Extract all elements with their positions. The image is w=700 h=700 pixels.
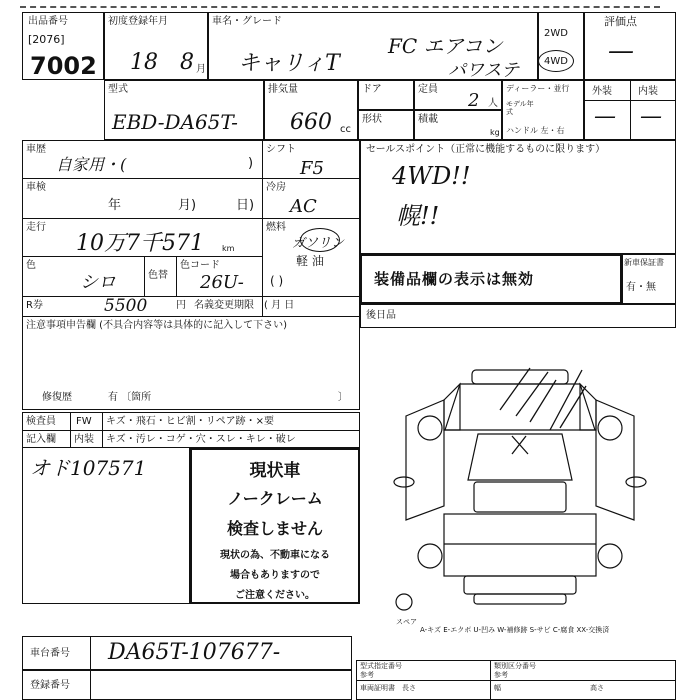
warranty-label: 新車保証書 [624, 258, 664, 267]
odometer-note: オド107571 [30, 456, 147, 480]
model-year-label: モデル年式 [506, 100, 534, 116]
length-label: 車両証明書 [360, 684, 395, 692]
repair-history-label: 修復歴 [42, 392, 72, 403]
marks-row-2: キズ・汚レ・コゲ・穴・スレ・キレ・破レ [106, 434, 296, 445]
status-line-2: ノークレーム [227, 489, 323, 508]
shift-label: シフト [266, 144, 296, 155]
type-designation-sub: 参考 [360, 671, 374, 679]
right-mirror [626, 477, 646, 487]
load-unit: kg [490, 128, 500, 137]
exterior-label: 外装 [592, 86, 612, 97]
inspection-year: 年 [108, 198, 122, 213]
ext-int-divider [630, 80, 631, 140]
usage-close: ) [248, 156, 254, 171]
later-date-label: 後日品 [366, 310, 396, 321]
load-label: 積載 [418, 114, 438, 125]
row-divider [22, 296, 360, 297]
spare-label: スペア [396, 618, 417, 626]
status-line-5: 場合もありますので [230, 570, 320, 581]
equipment-notice: 装備品欄の表示は無効 [374, 270, 535, 288]
interior-marker: 内装 [74, 434, 94, 445]
fuel-paren: ( ) [270, 274, 284, 288]
col-divider [70, 412, 71, 448]
fuel-gas-circle [300, 228, 340, 252]
recycle-label: R券 [26, 300, 43, 311]
inspection-day: 日) [236, 198, 255, 213]
row-divider [356, 680, 676, 681]
mileage-value: 10万7千571 [76, 231, 204, 256]
first-reg-month-unit: 月 [196, 64, 206, 75]
scratch-mark [560, 386, 586, 428]
later-date-box [360, 304, 676, 328]
recycle-value: 5500 [104, 296, 148, 316]
inspection-label: 車検 [26, 182, 46, 193]
fuel-label: 燃料 [266, 222, 286, 233]
color-label: 色 [26, 260, 36, 271]
scratch-mark [530, 380, 556, 422]
chassis-value: DA65T-107677- [108, 640, 281, 665]
status-line-6: ご注意ください。 [235, 590, 315, 601]
first-reg-month: 8 [180, 50, 194, 75]
details-outer-box [22, 140, 360, 410]
recycle-unit: 円 [176, 300, 186, 311]
row-divider [22, 218, 360, 219]
rear-gate [464, 576, 576, 594]
shape-label: 形状 [362, 114, 382, 125]
width-label: 幅 [494, 684, 501, 692]
first-reg-year: 18 [130, 50, 158, 75]
category-label: 類別区分番号 [494, 662, 536, 670]
drive-4wd: 4WD [544, 56, 568, 67]
col-divider [144, 256, 145, 296]
truck-bed [444, 514, 596, 576]
registration-expiry-label: 名義変更期限 [194, 300, 254, 311]
inspection-month: 月) [178, 198, 197, 213]
first-reg-label: 初度登録年月 [108, 16, 168, 27]
type-label: 型式 [108, 84, 128, 95]
color-change-label: 色替 [148, 270, 168, 281]
color-value: シロ [80, 272, 116, 293]
status-line-4: 現状の為、不動車になる [220, 550, 330, 561]
rating-value: — [608, 36, 634, 66]
ac-label: 冷房 [266, 182, 286, 193]
type-designation-label: 型式指定番号 [360, 662, 402, 670]
length-sub: 長さ [402, 684, 416, 692]
fuel-diesel: 軽 油 [296, 254, 324, 268]
cross-mark [512, 436, 528, 454]
left-mirror [394, 477, 414, 487]
recorder-label: 記入欄 [26, 434, 56, 445]
height-label: 高さ [590, 684, 604, 692]
chassis-label: 車台番号 [30, 648, 70, 659]
mileage-label: 走行 [26, 222, 46, 233]
lot-number-label: 出品番号 [28, 16, 68, 27]
scratch-mark [516, 372, 548, 416]
capacity-label: 定員 [418, 84, 438, 95]
col-divider [176, 256, 177, 296]
damage-legend: A-キズ E-エクボ U-凹み W-補修跡 S-サビ C-腐食 XX-交換済 [420, 626, 610, 634]
repair-history-close: 〕 [338, 392, 348, 403]
left-rear-wheel [418, 544, 442, 568]
usage-value: 自家用・( [56, 155, 127, 174]
warranty-value: 有・無 [626, 282, 656, 293]
capacity-value: 2 [468, 90, 480, 111]
sales-point-1: 4WD!! [392, 162, 471, 190]
displacement-label: 排気量 [268, 84, 298, 95]
inspector-label: 検査員 [26, 416, 56, 427]
registration-label: 登録番号 [30, 680, 70, 691]
cab-roof [474, 482, 566, 512]
col-divider [490, 660, 491, 700]
color-code-label: 色コード [180, 260, 220, 271]
spare-tire [396, 594, 412, 610]
col-divider [262, 140, 263, 316]
status-line-3: 検査しません [226, 519, 323, 538]
category-sub: 参考 [494, 671, 508, 679]
rating-label: 評価点 [604, 15, 637, 28]
drive-2wd: 2WD [544, 28, 568, 39]
row-divider [22, 316, 360, 317]
interior-value: — [640, 104, 662, 129]
usage-label: 車歴 [26, 144, 46, 155]
lot-number: 7002 [30, 52, 97, 80]
right-side [596, 400, 634, 520]
shift-value: F5 [300, 158, 324, 179]
registration-box [22, 670, 352, 700]
right-front-wheel [598, 416, 622, 440]
car-damage-diagram [360, 330, 680, 630]
right-rear-wheel [598, 544, 622, 568]
handle-label: ハンドル 左・右 [506, 126, 565, 135]
windshield [468, 434, 572, 480]
grade-line-2: パワステ [448, 60, 520, 81]
displacement-value: 660 [290, 110, 332, 135]
exterior-value: — [594, 104, 616, 129]
interior-label: 内装 [638, 86, 658, 97]
type-value: EBD-DA65T- [112, 110, 238, 134]
model-name-label: 車名・グレード [212, 16, 282, 27]
fuel-value: ガソリン [292, 236, 345, 251]
notes-label: 注意事項申告欄 (不具合内容等は具体的に記入して下さい) [26, 320, 287, 331]
row-divider [22, 430, 360, 431]
lot-code: [2076] [28, 33, 65, 46]
displacement-unit: cc [340, 124, 351, 135]
grade-line-1: FC エアコン [388, 34, 503, 58]
dealer-label: ディーラー・並行 [506, 84, 570, 93]
fw-label: FW [76, 416, 92, 427]
left-side [406, 400, 444, 520]
mileage-unit: km [222, 244, 235, 253]
col-divider [102, 412, 103, 448]
capacity-unit: 人 [488, 98, 498, 109]
drive-4wd-circle [538, 50, 574, 72]
rear-bumper [474, 594, 566, 604]
sales-points-label: セールスポイント（正常に機能するものに限ります） [366, 144, 606, 155]
door-label: ドア [362, 84, 382, 95]
ac-value: AC [290, 196, 317, 217]
registration-paren: ( 月 日 [264, 300, 295, 311]
color-code-value: 26U- [200, 272, 244, 293]
repair-history-value: 有 〔箇所 [108, 392, 152, 403]
left-front-wheel [418, 416, 442, 440]
ext-int-header-line [584, 100, 676, 101]
top-cutoff-strip [20, 0, 660, 8]
marks-row-1: キズ・飛石・ヒビ割・リペア跡・×要 [106, 416, 274, 427]
sales-point-2: 幌!! [396, 202, 440, 230]
model-name: キャリィT [238, 51, 340, 76]
status-line-1: 現状車 [249, 461, 301, 481]
